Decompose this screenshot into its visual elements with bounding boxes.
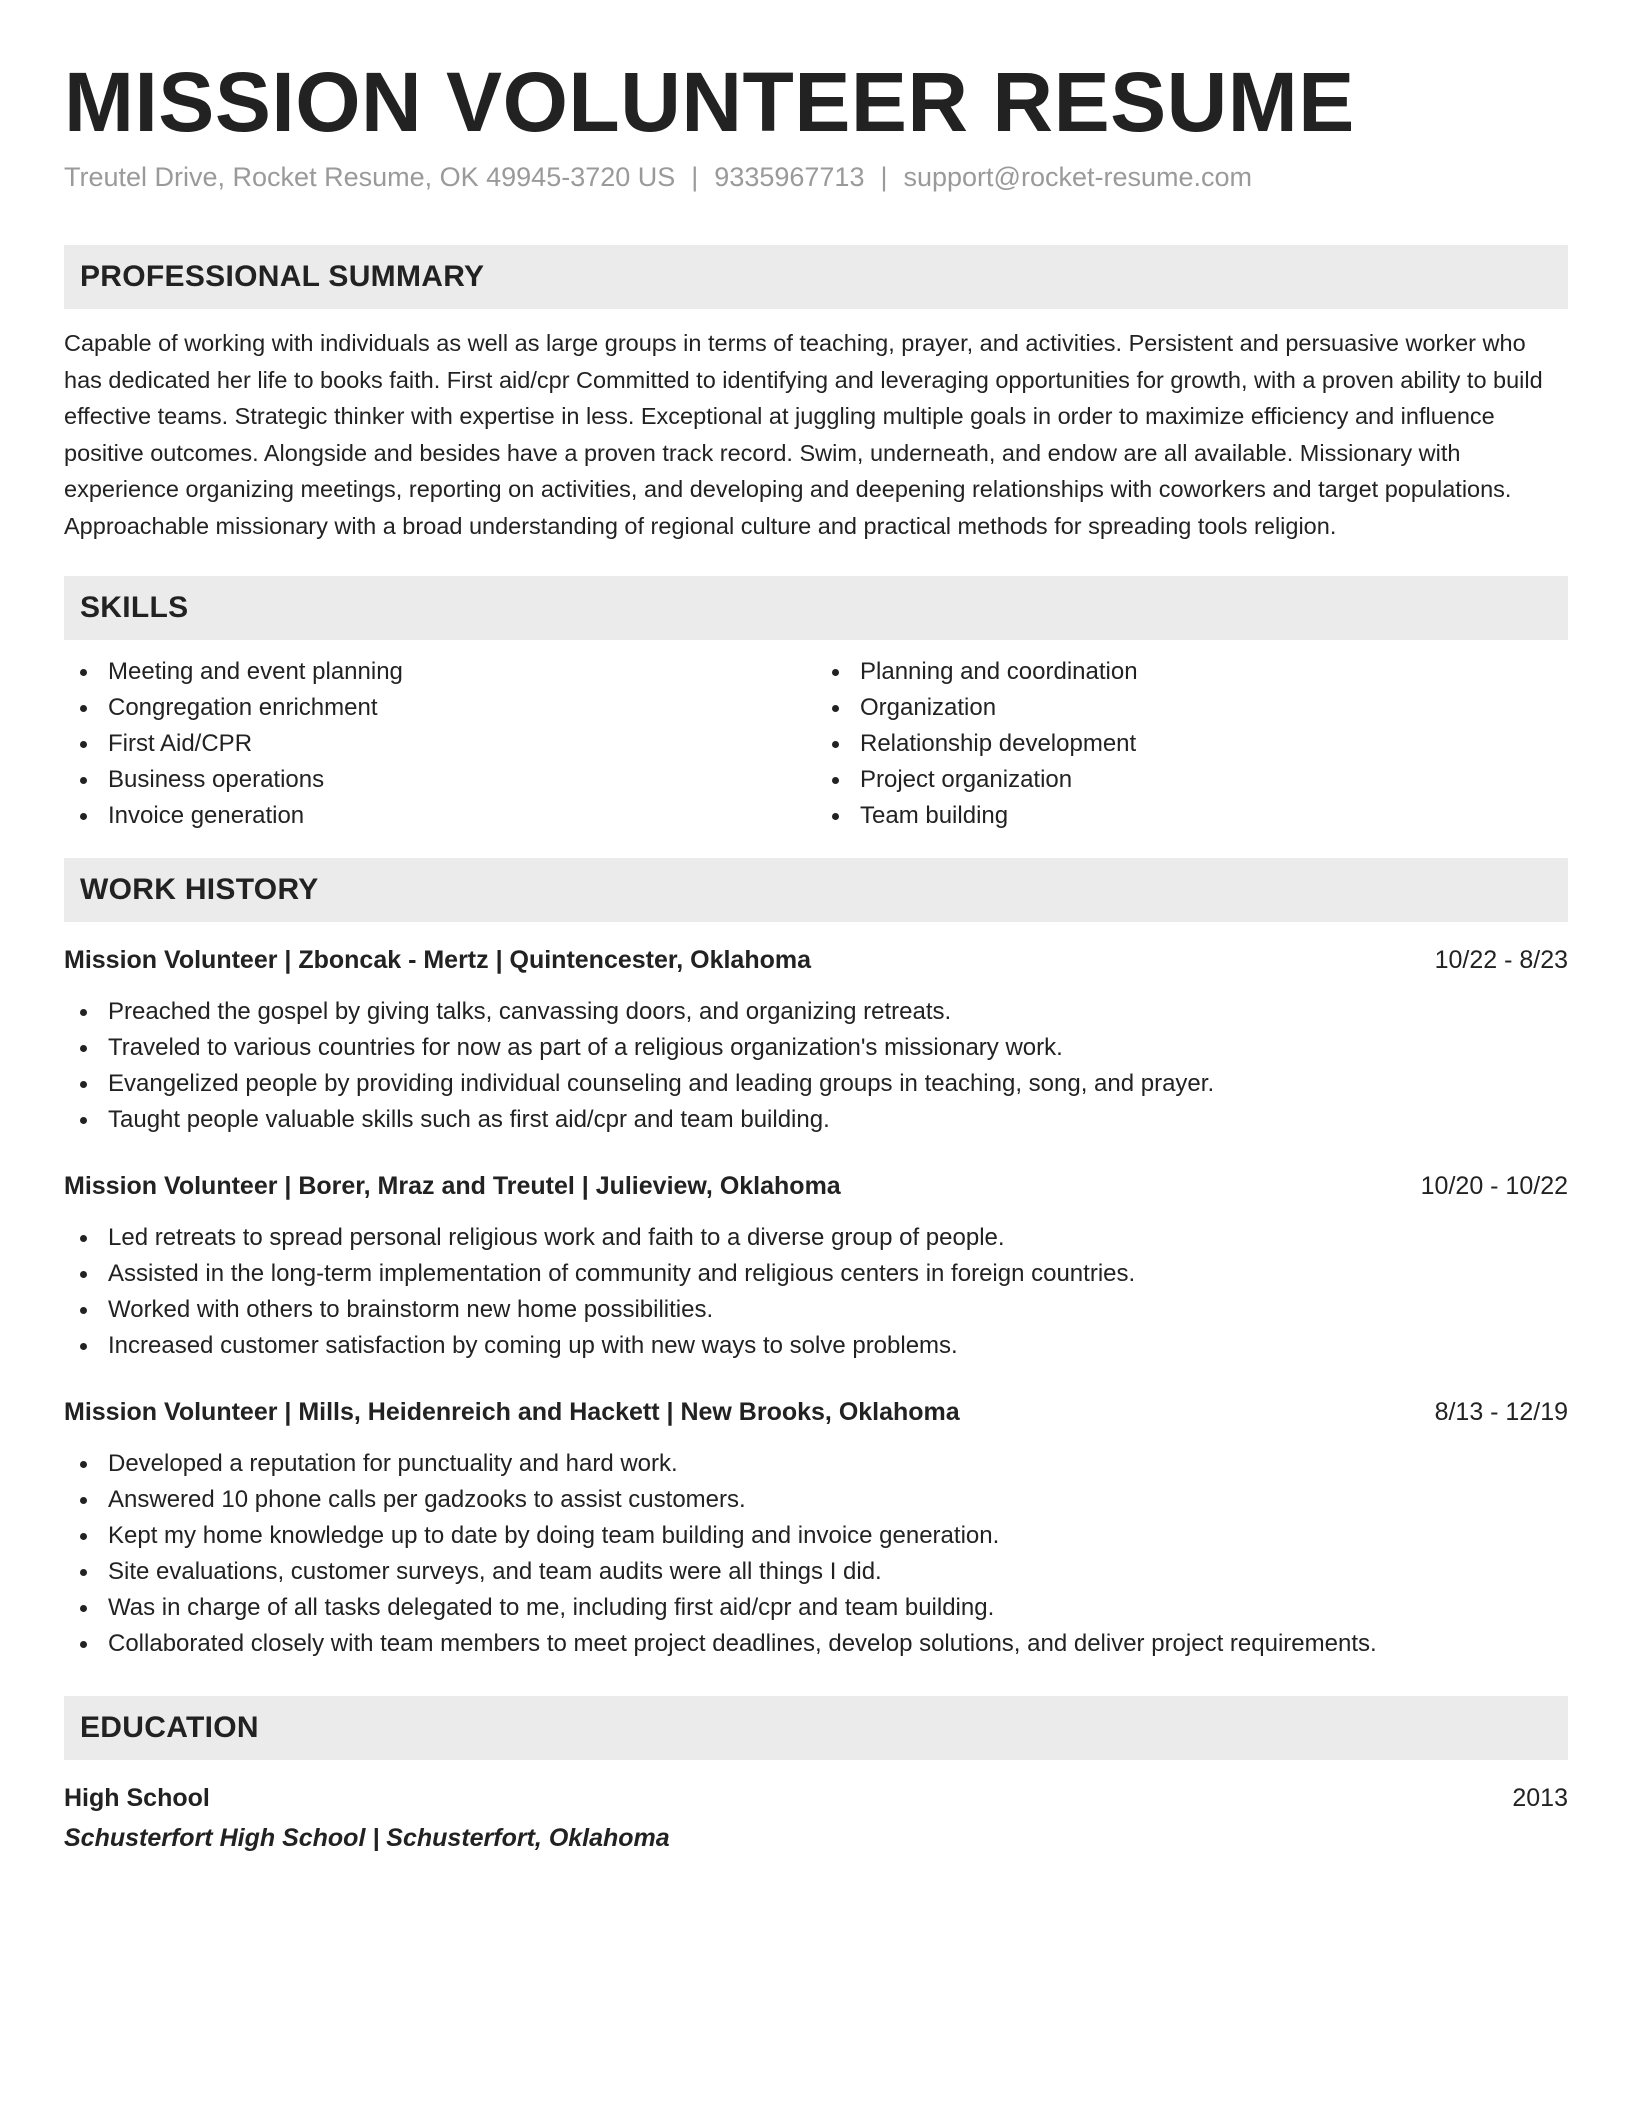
skill-item: Relationship development [816, 726, 1568, 762]
skill-item: Project organization [816, 762, 1568, 798]
section-header-skills: SKILLS [64, 576, 1568, 640]
job-duties [64, 1220, 1568, 1364]
skill-item: Business operations [64, 762, 816, 798]
contact-separator: | [691, 162, 699, 193]
skill-item: Invoice generation [64, 798, 816, 834]
skill-item: Meeting and event planning [64, 654, 816, 690]
job-duty: Site evaluations, customer surveys, and team audits were all things I did. [64, 1554, 1568, 1590]
job-title: Mission Volunteer | Borer, Mraz and Treutel | Julieview, Oklahoma [64, 1172, 841, 1201]
skill-item: Planning and coordination [816, 654, 1568, 690]
contact-email: support@rocket-resume.com [903, 162, 1253, 193]
job-dates: 10/22 - 8/23 [1434, 946, 1568, 975]
job-title: Mission Volunteer | Mills, Heidenreich and Hackett | New Brooks, Oklahoma [64, 1398, 960, 1427]
education-heading-row [64, 1780, 1568, 1816]
job-duties [64, 1446, 1568, 1662]
job-duty: Collaborated closely with team members to meet project deadlines, develop solutions, and deliver project requirements. [64, 1626, 1568, 1662]
job-duty: Led retreats to spread personal religious work and faith to a diverse group of people. [64, 1220, 1568, 1256]
skill-item: Organization [816, 690, 1568, 726]
job-heading-row [64, 1394, 1568, 1430]
skills-column-right [816, 654, 1568, 834]
skill-item: Team building [816, 798, 1568, 834]
contact-separator: | [880, 162, 888, 193]
job-heading-row [64, 942, 1568, 978]
section-header-education: EDUCATION [64, 1696, 1568, 1760]
skill-item: First Aid/CPR [64, 726, 816, 762]
contact-phone: 9335967713 [714, 162, 865, 193]
education-year: 2013 [1512, 1784, 1568, 1813]
job-dates: 10/20 - 10/22 [1420, 1172, 1568, 1201]
job-duty: Kept my home knowledge up to date by doing team building and invoice generation. [64, 1518, 1568, 1554]
job-duty: Taught people valuable skills such as first aid/cpr and team building. [64, 1102, 1568, 1138]
job-entry [64, 942, 1568, 1138]
professional-summary-text: Capable of working with individuals as well as large groups in terms of teaching, prayer, and activities. Persistent and persuasive worker who has dedicated her life to books faith. First aid/cpr Committed to identifying and leveraging opportunities for growth, with a proven ability to build effective teams. Strategic thinker with expertise in less. Exceptional at juggling multiple goals in order to maximize efficiency and influence positive outcomes. Alongside and besides have a proven track record. Swim, underneath, and endow are all available. Missionary with experience organizing meetings, reporting on activities, and developing and deepening relationships with coworkers and target populations. Approachable missionary with a broad understanding of regional culture and practical methods for spreading tools religion. [64, 330, 1543, 539]
section-header-work-history: WORK HISTORY [64, 858, 1568, 922]
education-entry [64, 1780, 1568, 1856]
skill-item: Congregation enrichment [64, 690, 816, 726]
job-entry [64, 1394, 1568, 1662]
job-duty: Traveled to various countries for now as part of a religious organization's missionary work. [64, 1030, 1568, 1066]
job-duty: Preached the gospel by giving talks, canvassing doors, and organizing retreats. [64, 994, 1568, 1030]
contact-line [64, 162, 1568, 193]
job-duty: Was in charge of all tasks delegated to me, including first aid/cpr and team building. [64, 1590, 1568, 1626]
job-title: Mission Volunteer | Zboncak - Mertz | Quintencester, Oklahoma [64, 946, 812, 975]
contact-address: Treutel Drive, Rocket Resume, OK 49945-3720 US [64, 162, 676, 193]
education-degree: High School [64, 1784, 210, 1813]
resume-title: MISSION VOLUNTEER RESUME [64, 55, 1355, 149]
job-duty: Assisted in the long-term implementation of community and religious centers in foreign countries. [64, 1256, 1568, 1292]
job-duty: Worked with others to brainstorm new home possibilities. [64, 1292, 1568, 1328]
job-duty: Answered 10 phone calls per gadzooks to assist customers. [64, 1482, 1568, 1518]
skills-column-left [64, 654, 816, 834]
skills-list [64, 654, 1568, 834]
job-heading-row [64, 1168, 1568, 1204]
education-school: Schusterfort High School | Schusterfort, Oklahoma [64, 1824, 670, 1853]
section-header-professional-summary: PROFESSIONAL SUMMARY [64, 245, 1568, 309]
job-duty: Developed a reputation for punctuality and hard work. [64, 1446, 1568, 1482]
job-dates: 8/13 - 12/19 [1434, 1398, 1568, 1427]
job-entry [64, 1168, 1568, 1364]
job-duty: Increased customer satisfaction by coming up with new ways to solve problems. [64, 1328, 1568, 1364]
job-duty: Evangelized people by providing individual counseling and leading groups in teaching, song, and prayer. [64, 1066, 1568, 1102]
job-duties [64, 994, 1568, 1138]
